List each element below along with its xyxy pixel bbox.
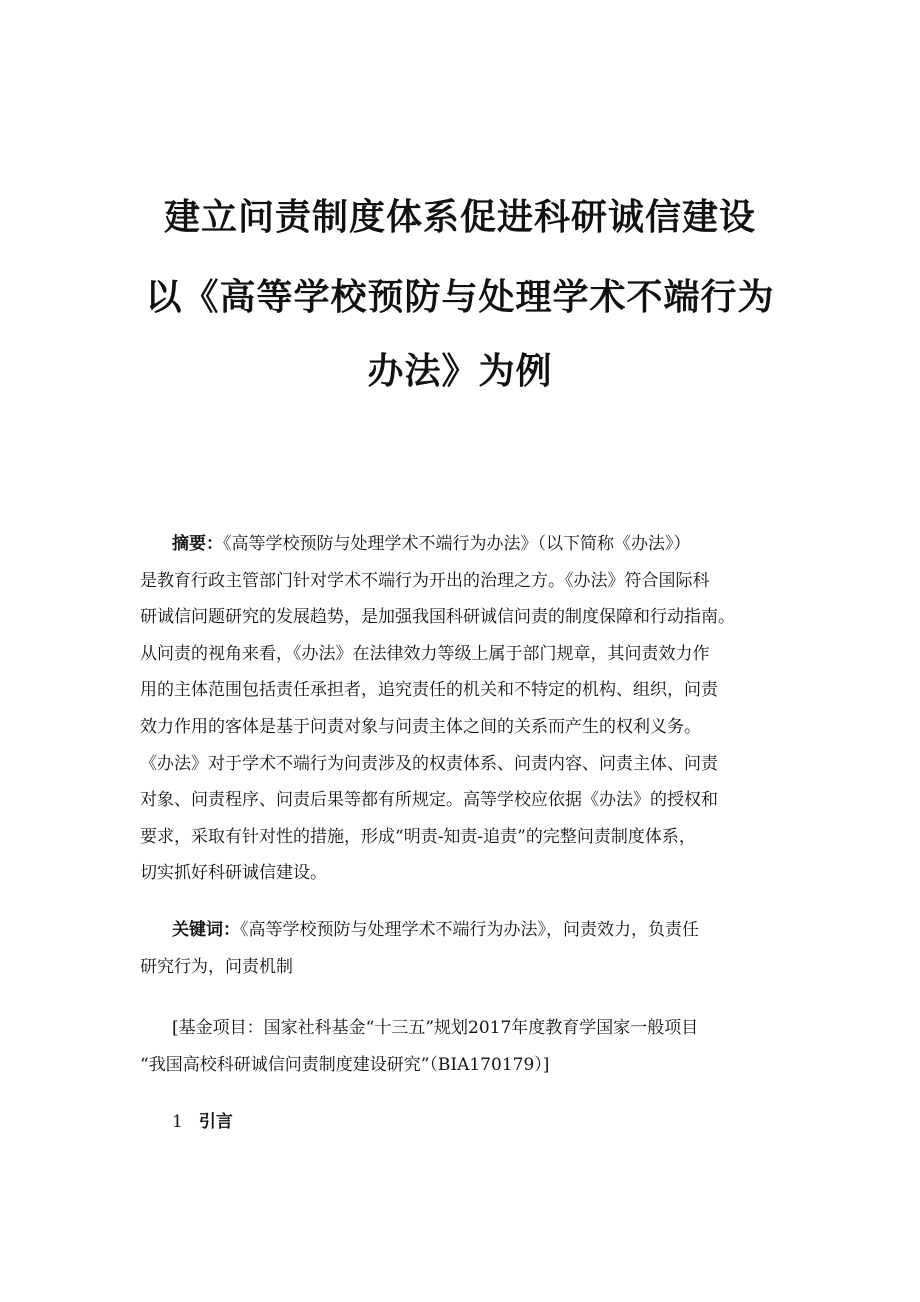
keywords-line: 研究行为，问责机制: [140, 956, 293, 977]
keywords-line: [140, 912, 790, 949]
keywords-label: 关键词：: [172, 920, 240, 940]
section-title: 引言: [198, 1112, 233, 1132]
title-line-3: 办法》为例: [367, 351, 553, 392]
title-line-2: 以《高等学校预防与处理学术不端行为: [145, 277, 775, 318]
abstract-paragraph: [140, 526, 790, 892]
abstract-line: 从问责的视角来看，《办法》在法律效力等级上属于部门规章，其问责效力作: [140, 643, 710, 664]
abstract-line: [140, 526, 790, 563]
abstract-line: 《办法》对于学术不端行为问责涉及的权责体系、问责内容、问责主体、问责: [140, 753, 718, 774]
abstract-line: 是教育行政主管部门针对学术不端行为开出的治理之方。《办法》符合国际科: [140, 570, 710, 591]
abstract-text: 《高等学校预防与处理学术不端行为办法》（以下简称《办法》）: [223, 534, 691, 554]
keywords-paragraph: [140, 912, 790, 985]
keywords-text: 《高等学校预防与处理学术不端行为办法》，问责效力，负责任: [240, 920, 699, 940]
abstract-line: 切实抓好科研诚信建设。: [140, 863, 327, 884]
abstract-line: 效力作用的客体是基于问责对象与问责主体之间的关系而产生的权利义务。: [140, 716, 701, 737]
abstract-label: 摘要：: [172, 534, 223, 554]
abstract-line: 研诚信问题研究的发展趋势，是加强我国科研诚信问责的制度保障和行动指南。: [140, 607, 735, 628]
fund-line: [基金项目：国家社科基金“十三五”规划2017年度教育学国家一般项目: [172, 1018, 699, 1038]
abstract-line: 用的主体范围包括责任承担者，追究责任的机关和不特定的机构、组织，问责: [140, 680, 718, 701]
fund-paragraph: [140, 1010, 790, 1083]
abstract-line: 对象、问责程序、问责后果等都有所规定。高等学校应依据《办法》的授权和: [140, 790, 718, 811]
section-heading: [172, 1104, 233, 1140]
title-line-1: 建立问责制度体系促进科研诚信建设: [163, 197, 756, 238]
abstract-line: 要求，采取有针对性的措施，形成“明责-知责-追责”的完整问责制度体系，: [140, 826, 696, 847]
fund-line: “我国高校科研诚信问责制度建设研究”（BIA170179）]: [140, 1054, 550, 1075]
section-number: 1: [172, 1112, 183, 1132]
